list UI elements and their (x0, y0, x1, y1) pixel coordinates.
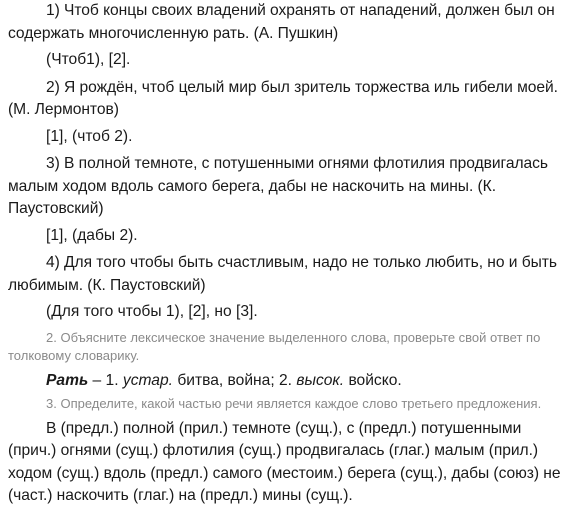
definition-mark-1: устар. (122, 371, 173, 389)
scheme-3: [1], (дабы 2). (46, 226, 138, 244)
defined-word: Рать (46, 371, 89, 389)
definition-dash: – 1. (88, 371, 123, 389)
sentence-2: 2) Я рождён, чтоб целый мир был зритель торжества иль гибели моей. (М. Лермонтов) (8, 78, 558, 118)
scheme-4: (Для того чтобы 1), [2], но [3]. (46, 303, 258, 320)
sentence-4: 4) Для того чтобы быть счастливым, надо не только любить, но и быть любимым. (К. Паустовский) (8, 254, 557, 294)
scheme-1: (Чтоб1), [2]. (46, 51, 131, 68)
definition-meaning-1: битва, война; 2. (172, 371, 297, 389)
task-3-instruction: 3. Определите, какой частью речи является каждое слово третьего предложения. (46, 395, 542, 411)
parts-of-speech-analysis: В (предл.) полной (прил.) темноте (сущ.), с (предл.) потушенными (прич.) огнями (сущ.) флотилия (сущ.) продвигалась (глаг.) малым (прил.) ходом (сущ.) вдоль (предл.) самого (местоим.) берега (сущ.), дабы (союз) не (част.) наскочить (глаг.) на (предл.) мины (сущ.). (8, 419, 561, 504)
sentence-3: 3) В полной темноте, с потушенными огнями флотилия продвигалась малым ходом вдоль самого берега, дабы не наскочить на мины. (К. Паустовский) (8, 155, 548, 217)
definition (46, 370, 561, 392)
sentence-1: 1) Чтоб концы своих владений охранять от нападений, должен был он содержать многочисленную рать. (А. Пушкин) (8, 2, 555, 42)
definition-mark-2: высок. (296, 371, 345, 389)
definition-meaning-2: войско. (344, 371, 402, 389)
scheme-2: [1], (чтоб 2). (46, 127, 133, 145)
task-2-instruction: 2. Объясните лексическое значение выделенного слова, проверьте свой ответ по толковому словарику. (8, 329, 541, 363)
